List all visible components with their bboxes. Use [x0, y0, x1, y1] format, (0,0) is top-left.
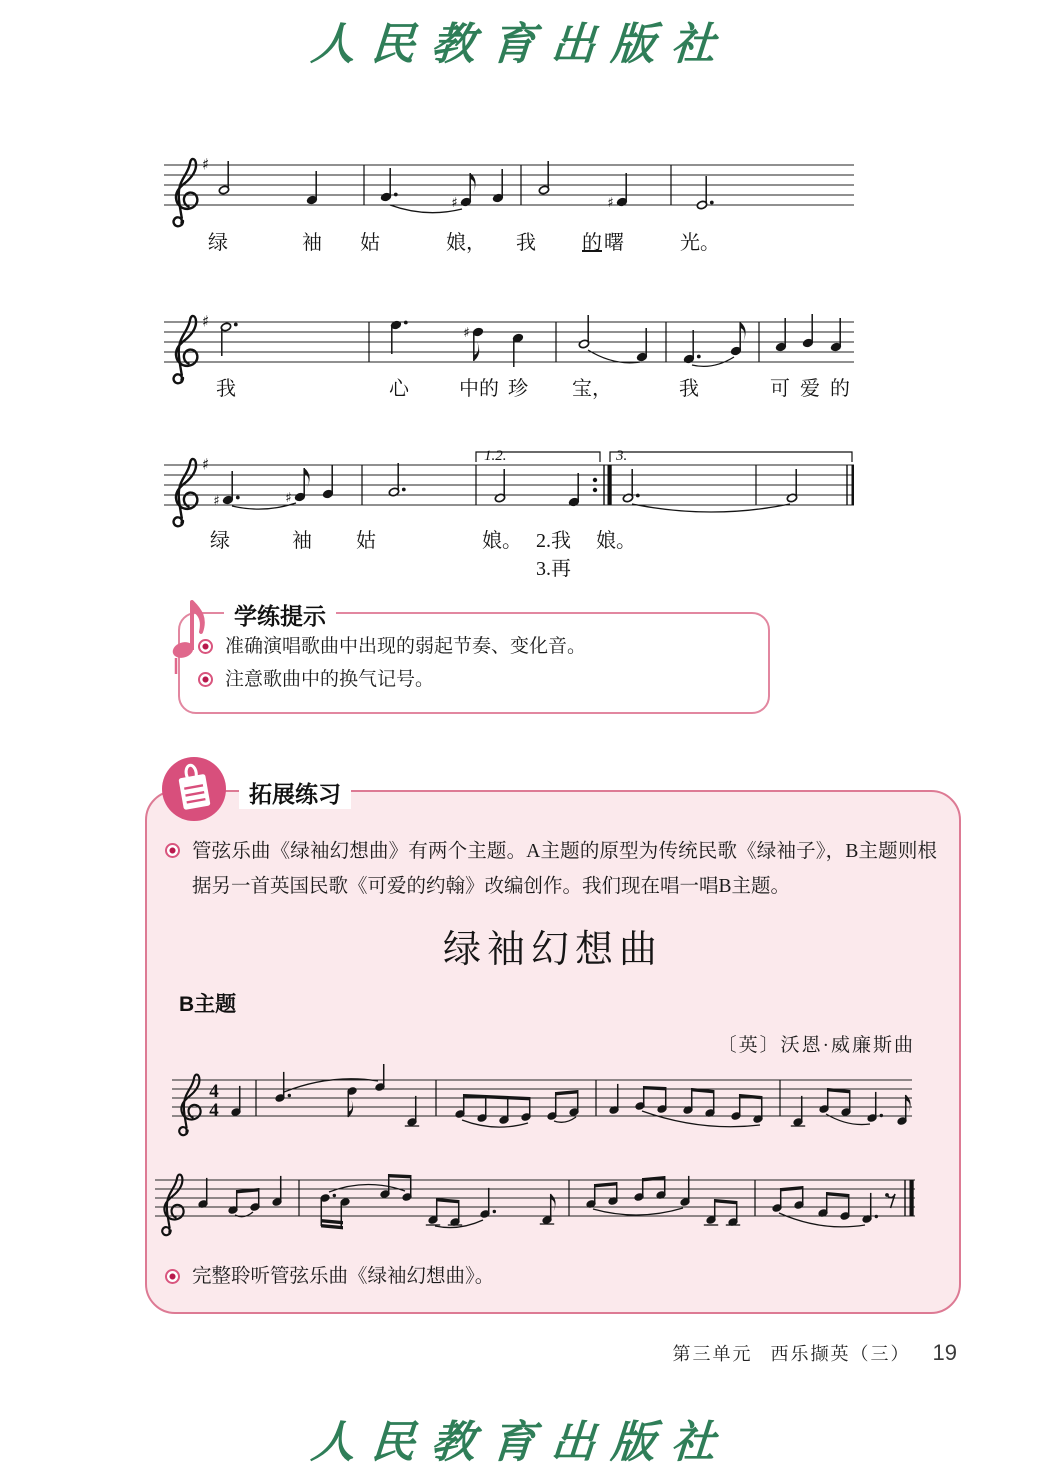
- lyric-syllable: 心: [389, 378, 409, 400]
- theme-label: B主题: [179, 993, 237, 1016]
- lyric-syllable: 2.我: [536, 530, 571, 552]
- augmentation-dot: [710, 201, 714, 205]
- key-sharp-icon: ♯: [202, 312, 210, 331]
- lyrics-line-1: [164, 226, 854, 256]
- music-notation-b1: [172, 1064, 912, 1149]
- staff-system-1: [164, 150, 854, 230]
- lyric-syllable: 娘。: [482, 530, 522, 552]
- lyric-syllable: 光。: [680, 232, 720, 254]
- treble-clef-icon: [174, 459, 198, 526]
- slur: [284, 1079, 378, 1092]
- lyric-syllable: 袖: [292, 530, 312, 552]
- lyric-syllable: 爱: [800, 378, 820, 400]
- slur: [642, 1111, 760, 1127]
- tips-box: [178, 603, 770, 714]
- volta-bracket: [610, 452, 852, 462]
- slur: [329, 1184, 405, 1192]
- footer-section: 西乐撷英（三）: [770, 1344, 911, 1364]
- tips-item-text: 注意歌曲中的换气记号。: [225, 669, 435, 690]
- beam: [556, 1090, 578, 1095]
- tips-box-title: 学练提示: [224, 598, 336, 631]
- lyric-syllable: 可: [770, 378, 790, 400]
- augmentation-dot: [493, 1210, 496, 1213]
- lyric-syllable: 我: [216, 378, 236, 400]
- lyric-syllable: 珍: [508, 378, 528, 400]
- beam: [740, 1094, 762, 1099]
- beam: [321, 1219, 343, 1224]
- beam: [715, 1199, 737, 1204]
- tips-list: [180, 630, 768, 696]
- sharp-accidental: ♯: [213, 492, 220, 509]
- beam: [827, 1192, 849, 1197]
- beam: [321, 1224, 343, 1229]
- sharp-accidental: ♯: [451, 194, 458, 211]
- augmentation-dot: [636, 494, 640, 498]
- augmentation-dot: [875, 1215, 878, 1218]
- lyric-syllable: 的: [830, 378, 850, 400]
- sharp-accidental: ♯: [607, 194, 614, 211]
- sharp-accidental: ♯: [285, 489, 292, 506]
- practice-intro-text: 管弦乐曲《绿袖幻想曲》有两个主题。A主题的原型为传统民歌《绿袖子》，B主题则根据另一首英国民歌《可爱的约翰》改编创作。我们现在唱一唱B主题。: [192, 841, 937, 897]
- practice-box: [145, 781, 961, 1314]
- practice-box-title: 拓展练习: [239, 776, 351, 809]
- music-notation-1: [164, 150, 854, 230]
- barline-thick: [608, 465, 612, 505]
- music-notation-b2: [155, 1164, 915, 1249]
- treble-clef-icon: [174, 159, 198, 226]
- lyric-syllable: 曙: [604, 232, 624, 254]
- augmentation-dot: [394, 193, 398, 197]
- slur: [462, 1120, 528, 1127]
- slur: [593, 1208, 683, 1215]
- augmentation-dot: [333, 1194, 336, 1197]
- beam: [643, 1176, 665, 1181]
- page-number: 19: [932, 1340, 957, 1365]
- lyric-syllable: 娘。: [596, 530, 636, 552]
- repeat-dot: [593, 488, 597, 492]
- staff-system-b1: [172, 1064, 912, 1149]
- lyric-syllable: 姑: [360, 232, 380, 254]
- beam: [464, 1094, 530, 1100]
- beam: [644, 1086, 666, 1090]
- note-flag: [470, 173, 475, 193]
- treble-clef-icon: [162, 1175, 183, 1236]
- time-signature-bottom: 4: [209, 1100, 219, 1121]
- tips-item-text: 准确演唱歌曲中出现的弱起节奏、变化音。: [225, 636, 587, 657]
- practice-listen: [165, 1260, 494, 1293]
- lyrics-line-3-alt: [164, 552, 854, 582]
- practice-intro: [165, 834, 937, 904]
- time-signature-top: 4: [209, 1081, 219, 1103]
- lyric-syllable: 绿: [210, 530, 230, 552]
- barline-thick: [852, 465, 855, 505]
- volta-label-second: 3.: [616, 448, 628, 464]
- note-flag: [474, 341, 479, 361]
- tips-item: [198, 663, 768, 696]
- augmentation-dot: [697, 355, 701, 359]
- lyric-syllable: 的: [582, 232, 602, 254]
- music-note-icon: [162, 588, 214, 674]
- piece-title: 绿袖幻想曲: [442, 929, 663, 971]
- clipboard-icon: [161, 756, 227, 822]
- augmentation-dot: [234, 323, 238, 327]
- staff-system-b2: [155, 1164, 915, 1249]
- lyric-syllable: 宝，: [572, 378, 612, 400]
- lyric-syllable: 3.再: [536, 558, 571, 580]
- key-sharp-icon: ♯: [202, 155, 210, 174]
- key-sharp-icon: ♯: [202, 455, 210, 474]
- beam: [595, 1182, 617, 1187]
- beam: [389, 1174, 411, 1178]
- lyric-syllable: 绿: [208, 232, 228, 254]
- sharp-accidental: ♯: [463, 324, 470, 341]
- page-footer: [673, 1340, 957, 1366]
- composer-credit: 〔英〕沃恩·威廉斯曲: [717, 1035, 915, 1056]
- beam: [437, 1198, 459, 1203]
- practice-listen-text: 完整聆听管弦乐曲《绿袖幻想曲》。: [192, 1266, 495, 1287]
- lyric-syllable: 姑: [356, 530, 376, 552]
- bullet-icon: [165, 1269, 180, 1284]
- bullet-icon: [165, 843, 180, 858]
- publisher-logo-top: 人民教育出版社: [309, 20, 733, 69]
- lyrics-line-2: [164, 372, 854, 402]
- lyric-syllable: 我: [516, 232, 536, 254]
- lyric-syllable: 娘，: [446, 232, 486, 254]
- augmentation-dot: [880, 1114, 883, 1117]
- lyric-syllable: 中的: [459, 378, 499, 400]
- lyrics-line-3: [164, 524, 854, 554]
- beam: [781, 1186, 803, 1191]
- footer-unit: 第三单元: [672, 1344, 753, 1364]
- augmentation-dot: [404, 321, 408, 325]
- tips-item: [198, 630, 768, 663]
- treble-clef-icon: [179, 1075, 200, 1136]
- lyric-syllable: 袖: [302, 232, 322, 254]
- volta-label-first: 1.2.: [484, 448, 507, 464]
- slur: [554, 1117, 576, 1122]
- augmentation-dot: [288, 1094, 291, 1097]
- lyric-syllable: 我: [679, 378, 699, 400]
- augmentation-dot: [402, 488, 406, 492]
- bullet-icon: [198, 672, 213, 687]
- repeat-dot: [593, 478, 597, 482]
- augmentation-dot: [236, 496, 240, 500]
- barline-thick: [910, 1180, 914, 1216]
- publisher-logo-bottom: 人民教育出版社: [309, 1418, 733, 1467]
